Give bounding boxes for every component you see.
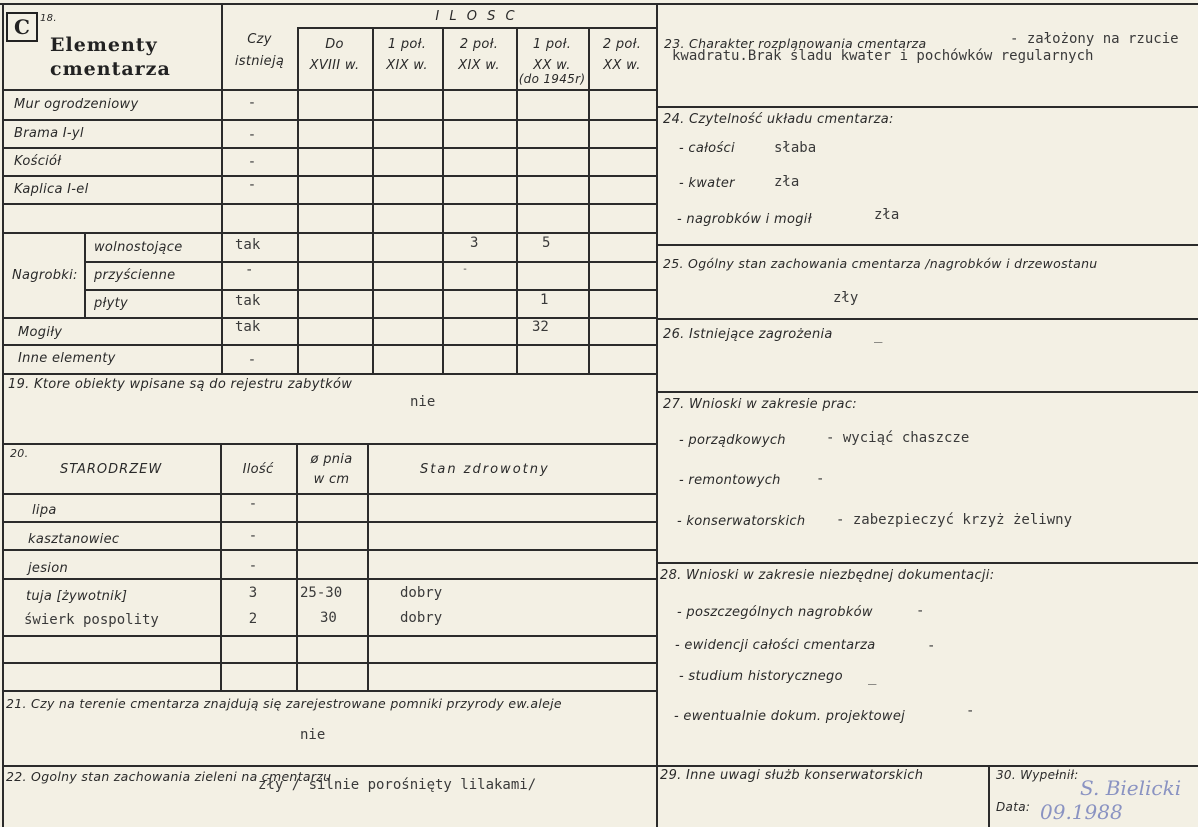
- s20-col-diam-1: ø pnia: [310, 452, 353, 467]
- ilosc-header: I L O S C: [435, 9, 518, 24]
- tree-qty: 2: [248, 611, 258, 627]
- col-5-l2: XX w.: [603, 58, 641, 73]
- s30-date: 09.1988: [1040, 800, 1123, 824]
- s22-label: 22. Ogolny stan zachowania zieleni na cmentarzu: [6, 769, 332, 784]
- s26-value: _: [874, 327, 883, 343]
- rule: [2, 690, 656, 692]
- row-label-brama: Brama I-yl: [14, 126, 84, 141]
- s19-value: nie: [410, 394, 436, 410]
- rule: [367, 443, 369, 690]
- tree-diam: 30: [320, 610, 337, 626]
- row-exists-mogily: tak: [235, 319, 261, 335]
- row-label-kaplica: Kaplica I-el: [14, 182, 89, 197]
- rule: [2, 203, 656, 205]
- s28-row-value: -: [916, 603, 925, 619]
- rule: [588, 27, 590, 373]
- row-exists-mur: -: [247, 95, 257, 111]
- col-4-l3: (do 1945r): [518, 72, 586, 86]
- tree-diam: 25-30: [300, 585, 343, 601]
- row-label-przyscienne: przyścienne: [94, 268, 176, 283]
- rule: [372, 27, 374, 373]
- s27-row-label: - porządkowych: [679, 433, 786, 448]
- rule: [988, 765, 990, 827]
- row-label-kosciol: Kościół: [14, 154, 62, 169]
- rule: [656, 318, 1198, 320]
- s18-title-1: Elementy: [50, 34, 158, 56]
- rule: [656, 3, 658, 827]
- rule: [656, 562, 1198, 564]
- s24-row-label: - nagrobków i mogił: [677, 212, 812, 227]
- rule: [2, 89, 656, 91]
- col-3-l2: XIX w.: [458, 58, 500, 73]
- rule: [656, 765, 1198, 767]
- tree-name: jesion: [28, 561, 68, 576]
- col-1-l2: XVIII w.: [309, 58, 360, 73]
- s23-value-1: - założony na rzucie: [1010, 31, 1179, 47]
- rule: [2, 765, 656, 767]
- tree-qty: -: [248, 558, 258, 574]
- s24-row-value: słaba: [774, 140, 817, 156]
- rule: [2, 3, 4, 827]
- s28-row-value: -: [966, 703, 975, 719]
- mogily-col4: 32: [532, 319, 549, 335]
- s24-row-label: - kwater: [679, 176, 735, 191]
- row-exists-plyty: tak: [235, 293, 261, 309]
- s18-title-2: cmentarza: [50, 58, 171, 80]
- rule: [2, 549, 656, 551]
- s28-row-label: - studium historycznego: [679, 669, 843, 684]
- rule: [442, 27, 444, 373]
- row-label-mur: Mur ogrodzeniowy: [14, 97, 139, 112]
- s23-label: 23. Charakter rozplanowania cmentarza: [664, 36, 927, 51]
- row-exists-kaplica: -: [247, 177, 257, 193]
- col-4-l2: XX w.: [533, 58, 571, 73]
- row-exists-brama: -: [247, 127, 257, 143]
- tree-name: świerk pospolity: [24, 612, 159, 628]
- s30-label: 30. Wypełnił:: [996, 768, 1079, 782]
- rule: [84, 232, 86, 317]
- rule: [297, 27, 299, 373]
- row-label-wolnostojace: wolnostojące: [94, 240, 183, 255]
- tree-qty: -: [248, 528, 258, 544]
- s20-col-state: Stan zdrowotny: [420, 462, 550, 477]
- tree-state: dobry: [400, 610, 443, 626]
- s25-value: zły: [833, 290, 859, 306]
- s19-label: 19. Ktore obiekty wpisane są do rejestru zabytków: [8, 377, 353, 392]
- s24-row-label: - całości: [679, 141, 735, 156]
- rule: [656, 391, 1198, 393]
- s20-col-qty: Ilość: [242, 462, 274, 477]
- s22-value: zły / silnie porośnięty lilakami/: [258, 777, 537, 793]
- rule: [656, 244, 1198, 246]
- s18-number: 18.: [40, 13, 57, 24]
- rule: [84, 261, 656, 263]
- s24-label: 24. Czytelność układu cmentarza:: [663, 112, 894, 127]
- s21-label: 21. Czy na terenie cmentarza znajdują się zarejestrowane pomniki przyrody ew.aleje: [6, 696, 562, 711]
- s24-row-value: zła: [774, 174, 800, 190]
- rule: [2, 578, 656, 580]
- col-5-l1: 2 poł.: [602, 37, 642, 52]
- col-1-l1: Do: [325, 37, 344, 52]
- s27-row-value: - wyciąć chaszcze: [826, 430, 970, 446]
- rule: [2, 232, 656, 234]
- tree-state: dobry: [400, 585, 443, 601]
- s25-label: 25. Ogólny stan zachowania cmentarza /nagrobków i drzewostanu: [663, 256, 1098, 271]
- s29-label: 29. Inne uwagi służb konserwatorskich: [660, 768, 924, 783]
- s27-row-value: -: [816, 471, 825, 487]
- rule: [2, 119, 656, 121]
- s21-value: nie: [300, 727, 326, 743]
- przyscienne-col3: -: [462, 264, 469, 275]
- col-4-l1: 1 poł.: [532, 37, 572, 52]
- row-exists-kosciol: -: [247, 154, 257, 170]
- col-3-l1: 2 poł.: [459, 37, 499, 52]
- s28-row-label: - poszczególnych nagrobków: [677, 605, 873, 620]
- s26-label: 26. Istniejące zagrożenia: [663, 327, 833, 342]
- rule: [2, 521, 656, 523]
- wolnostojace-col4: 5: [542, 235, 551, 251]
- s20-col-diam-2: w cm: [313, 472, 350, 487]
- rule: [2, 175, 656, 177]
- rule: [2, 662, 656, 664]
- rule: [297, 27, 656, 29]
- s28-row-label: - ewidencji całości cmentarza: [675, 638, 876, 653]
- s30-signature: S. Bielicki: [1080, 776, 1182, 800]
- rule: [84, 289, 656, 291]
- nagrobki-label: Nagrobki:: [12, 268, 78, 283]
- rule: [2, 493, 656, 495]
- s30-date-label: Data:: [996, 800, 1031, 814]
- s27-row-value: - zabezpieczyć krzyż żeliwny: [836, 512, 1073, 528]
- tree-name: kasztanowiec: [28, 532, 120, 547]
- tree-qty: -: [248, 496, 258, 512]
- s28-row-value: _: [868, 669, 877, 685]
- col-2-l2: XIX w.: [386, 58, 428, 73]
- row-label-mogily: Mogiły: [18, 325, 63, 340]
- plyty-col4: 1: [540, 292, 549, 308]
- col-exists-1: Czy: [247, 32, 272, 47]
- rule: [2, 443, 656, 445]
- rule: [2, 344, 656, 346]
- s28-row-label: - ewentualnie dokum. projektowej: [674, 709, 906, 724]
- tree-name: lipa: [32, 503, 57, 518]
- col-exists-2: istnieją: [234, 54, 285, 69]
- rule: [656, 106, 1198, 108]
- rule: [2, 147, 656, 149]
- wolnostojace-col3: 3: [470, 235, 479, 251]
- s28-label: 28. Wnioski w zakresie niezbędnej dokumentacji:: [660, 568, 995, 583]
- tree-name: tuja [żywotnik]: [26, 589, 128, 604]
- col-2-l1: 1 poł.: [387, 37, 427, 52]
- row-label-plyty: płyty: [94, 296, 128, 311]
- s20-number: 20.: [10, 447, 29, 460]
- rule: [0, 3, 1198, 5]
- row-exists-przyscienne: -: [245, 262, 254, 278]
- s23-value-2: kwadratu.Brak śladu kwater i pochówków regularnych: [672, 48, 1094, 64]
- s27-row-label: - konserwatorskich: [677, 514, 806, 529]
- row-label-inne: Inne elementy: [18, 351, 116, 366]
- s27-label: 27. Wnioski w zakresie prac:: [663, 397, 857, 412]
- section-letter: C: [6, 12, 38, 42]
- s28-row-value: -: [927, 638, 936, 654]
- s24-row-value: zła: [874, 207, 900, 223]
- rule: [2, 373, 656, 375]
- rule: [2, 317, 656, 319]
- row-exists-inne: -: [247, 352, 257, 368]
- rule: [2, 635, 656, 637]
- s20-col-name: STARODRZEW: [60, 462, 163, 477]
- s27-row-label: - remontowych: [679, 473, 781, 488]
- tree-qty: 3: [248, 585, 258, 601]
- row-exists-wolnostojace: tak: [235, 237, 261, 253]
